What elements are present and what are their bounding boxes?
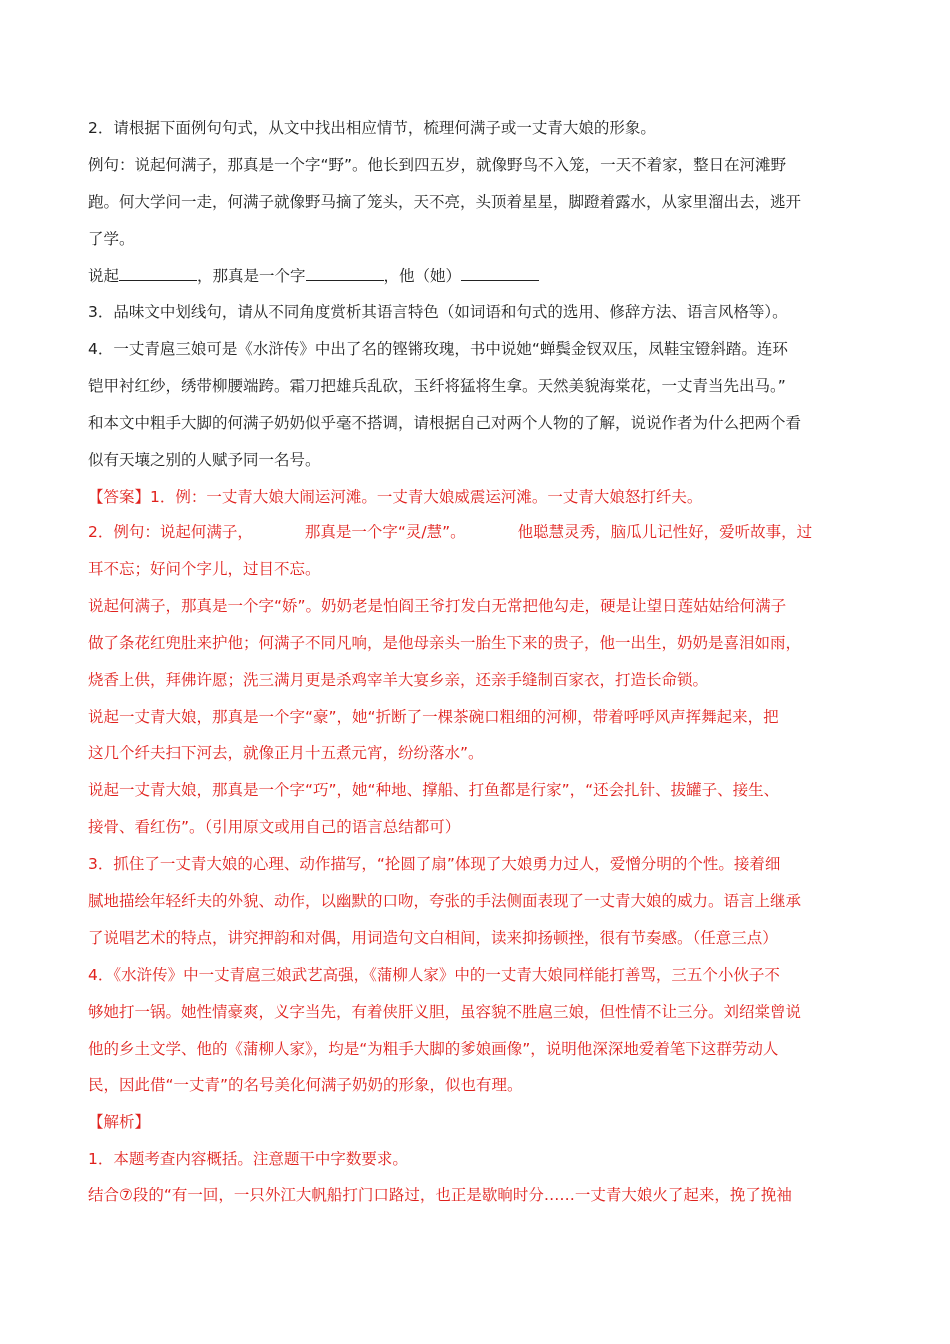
example-line-3: 了学。 [88,230,135,248]
fill-part-1: 说起 [88,267,120,285]
question-4-line-2: 铠甲衬红纱，绣带柳腰端跨。霜刀把雄兵乱砍，玉纤将猛将生拿。天然美貌海棠花，一丈青当先出马。” [88,377,786,395]
answer-4-line-3: 他的乡土文学、他的《蒲柳人家》，均是“为粗手大脚的爹娘画像”，说明他深深地爱着笔下这群劳动人 [88,1040,779,1058]
answer-2-b-line-1: 说起何满子，那真是一个字“娇”。奶奶老是怕阎王爷打发白无常把他勾走，硬是让望日莲姑姑给何满子 [88,597,787,615]
analysis-heading: 【解析】 [88,1113,151,1131]
example-line-1: 例句：说起何满子，那真是一个字“野”。他长到四五岁，就像野鸟不入笼，一天不着家，整日在河滩野 [88,156,787,174]
analysis-item-1: 1．本题考查内容概括。注意题干中字数要求。 [88,1150,408,1168]
example-line-2: 跑。何大学问一走，何满子就像野马摘了笼头，天不亮，头顶着星星，脚蹬着露水，从家里溜出去，逃开 [88,193,802,211]
fill-part-2: ，那真是一个字 [197,267,306,285]
answer-2-b-line-2: 做了条花红兜肚来护他；何满子不同凡响，是他母亲头一胎生下来的贵子，他一出生，奶奶是喜泪如雨， [88,634,802,652]
answer-4-line-1: 4．《水浒传》中一丈青扈三娘武艺高强，《蒲柳人家》中的一丈青大娘同样能打善骂，三五个小伙子不 [88,966,780,984]
question-2-prompt: 2．请根据下面例句句式，从文中找出相应情节，梳理何满子或一丈青大娘的形象。 [88,119,656,137]
analysis-item-1-detail: 结合⑦段的“有一回，一只外江大帆船打门口路过，也正是歇晌时分……一丈青大娘火了起来，挽了挽袖 [88,1186,792,1204]
answer-4-line-2: 够她打一锅。她性情豪爽，义字当先，有着侠肝义胆，虽容貌不胜扈三娘，但性情不让三分。刘绍棠曾说 [88,1003,802,1021]
fill-blank-1 [119,266,197,281]
question-4-line-3: 和本文中粗手大脚的何满子奶奶似乎毫不搭调，请根据自己对两个人物的了解，说说作者为什么把两个看 [88,414,802,432]
answer-1: 【答案】1．例：一丈青大娘大闹运河滩。一丈青大娘威震运河滩。一丈青大娘怒打纤夫。 [88,488,703,506]
question-3-prompt: 3．品味文中划线句，请从不同角度赏析其语言特色（如词语和句式的选用、修辞方法、语言风格等）。 [88,303,788,321]
answer-2-b-line-3: 烧香上供，拜佛许愿；洗三满月更是杀鸡宰羊大宴乡亲，还亲手缝制百家衣，打造长命锁。 [88,671,709,689]
answer-3-line-3: 了说唱艺术的特点，讲究押韵和对偶，用词造句文白相间，读来抑扬顿挫，很有节奏感。（任意三点） [88,929,778,947]
answer-4-line-4: 民，因此借“一丈青”的名号美化何满子奶奶的形象，似也有理。 [88,1076,523,1094]
answer-2-d-line-2: 接骨、看红伤”。（引用原文或用自己的语言总结都可） [88,818,461,836]
answer-2-part-3: 他聪慧灵秀，脑瓜儿记性好，爱听故事，过 [517,523,813,541]
answer-2-part-2: 那真是一个字“灵/慧”。 [304,523,466,541]
fill-in-line [88,266,866,286]
fill-blank-2 [306,266,384,281]
answer-2-d-line-1: 说起一丈青大娘，那真是一个字“巧”，她“种地、撑船、打鱼都是行家”，“还会扎针、拔罐子、接生、 [88,781,780,799]
answer-2-c-line-2: 这几个纤夫扫下河去，就像正月十五煮元宵，纷纷落水”。 [88,744,484,762]
answer-3-line-2: 腻地描绘年轻纤夫的外貌、动作，以幽默的口吻，夸张的手法侧面表现了一丈青大娘的威力。语言上继承 [88,892,802,910]
question-4-line-1: 4．一丈青扈三娘可是《水浒传》中出了名的铿锵玫瑰，书中说她“蝉鬓金钗双压，凤鞋宝镫斜踏。连环 [88,340,788,358]
answer-2-c-line-1: 说起一丈青大娘，那真是一个字“豪”，她“折断了一棵茶碗口粗细的河柳，带着呼呼风声挥舞起来，把 [88,708,779,726]
answer-2-line-2: 耳不忘；好问个字儿，过目不忘。 [88,560,321,578]
fill-part-3: ，他（她） [383,267,462,285]
fill-blank-3 [461,266,539,281]
answer-2-line-1 [88,522,866,542]
question-4-line-4: 似有天壤之别的人赋予同一名号。 [88,451,321,469]
answer-3-line-1: 3．抓住了一丈青大娘的心理、动作描写，“抡圆了扇”体现了大娘勇力过人，爱憎分明的个性。接着细 [88,855,781,873]
answer-2-part-1: 2．例句：说起何满子， [88,523,253,541]
